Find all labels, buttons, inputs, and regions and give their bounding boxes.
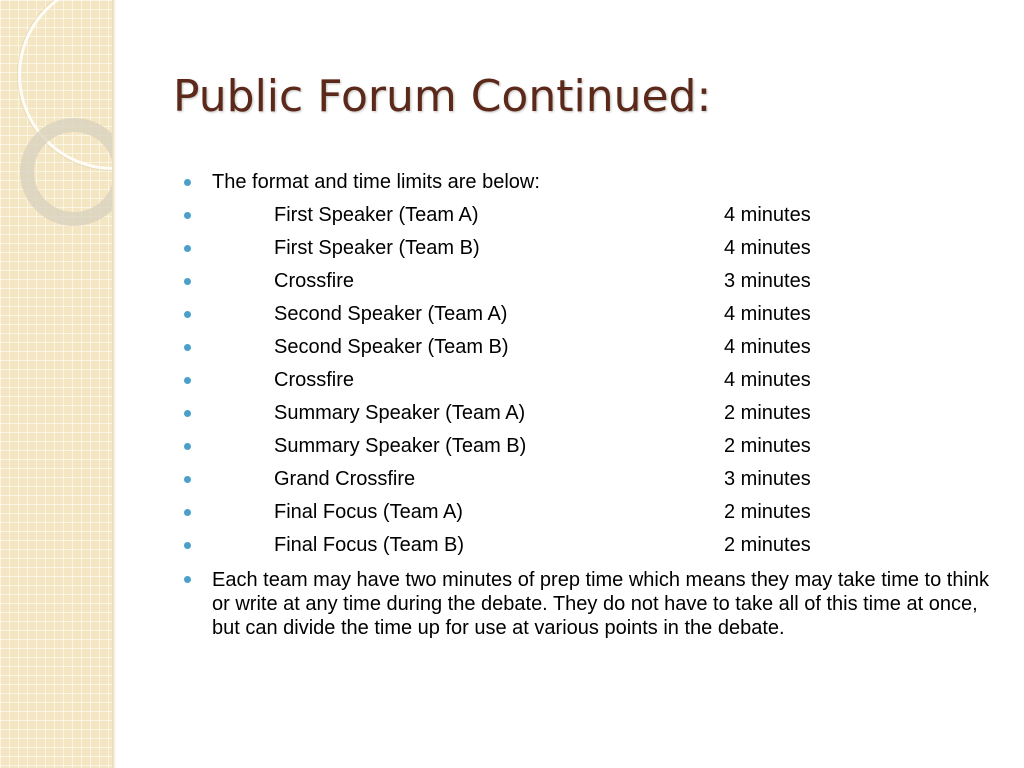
intro-text: The format and time limits are below: [212, 171, 540, 193]
bullet-dot-icon [184, 212, 191, 219]
speech-name: First Speaker (Team B) [274, 237, 480, 259]
decorative-side-panel [0, 0, 112, 768]
speech-name: Summary Speaker (Team A) [274, 402, 526, 424]
speech-name: Crossfire [274, 369, 355, 391]
speech-time: 4 minutes [724, 303, 811, 325]
format-row [184, 199, 996, 232]
speech-time: 2 minutes [724, 402, 811, 424]
format-row [184, 430, 996, 463]
format-row [184, 232, 996, 265]
speech-time: 3 minutes [724, 270, 811, 292]
bullet-list [184, 166, 996, 640]
speech-name: Final Focus (Team A) [274, 501, 463, 523]
bullet-dot-icon [184, 278, 191, 285]
side-panel-edge [112, 0, 116, 768]
speech-time: 3 minutes [724, 468, 811, 490]
format-row [184, 529, 996, 562]
format-row [184, 496, 996, 529]
format-row [184, 397, 996, 430]
speech-name: Summary Speaker (Team B) [274, 435, 527, 457]
prep-time-text: Each team may have two minutes of prep time which means they may take time to think or write at any time during the debate. They do not have to take all of this time at once, but can divide the time up for use at various points in the debate. [212, 569, 990, 639]
bullet-dot-icon [184, 476, 191, 483]
bullet-intro [184, 166, 996, 199]
bullet-dot-icon [184, 311, 191, 318]
speech-time: 2 minutes [724, 534, 811, 556]
bullet-dot-icon [184, 410, 191, 417]
decorative-ring-medium [20, 118, 112, 226]
slide-title: Public Forum Continued: [173, 71, 712, 122]
speech-time: 2 minutes [724, 501, 811, 523]
speech-name: First Speaker (Team A) [274, 204, 479, 226]
speech-time: 4 minutes [724, 204, 811, 226]
speech-time: 4 minutes [724, 336, 811, 358]
format-row [184, 364, 996, 397]
bullet-dot-icon [184, 245, 191, 252]
format-row [184, 298, 996, 331]
speech-name: Second Speaker (Team B) [274, 336, 509, 358]
bullet-dot-icon [184, 542, 191, 549]
speech-name: Final Focus (Team B) [274, 534, 465, 556]
format-row [184, 463, 996, 496]
format-row [184, 331, 996, 364]
bullet-dot-icon [184, 344, 191, 351]
bullet-dot-icon [184, 576, 191, 583]
bullet-dot-icon [184, 509, 191, 516]
bullet-dot-icon [184, 179, 191, 186]
speech-time: 4 minutes [724, 369, 811, 391]
speech-time: 4 minutes [724, 237, 811, 259]
bullet-prep-time-note [184, 562, 996, 640]
bullet-dot-icon [184, 443, 191, 450]
speech-name: Crossfire [274, 270, 355, 292]
speech-name: Grand Crossfire [274, 468, 416, 490]
format-row [184, 265, 996, 298]
speech-name: Second Speaker (Team A) [274, 303, 508, 325]
speech-time: 2 minutes [724, 435, 811, 457]
bullet-dot-icon [184, 377, 191, 384]
